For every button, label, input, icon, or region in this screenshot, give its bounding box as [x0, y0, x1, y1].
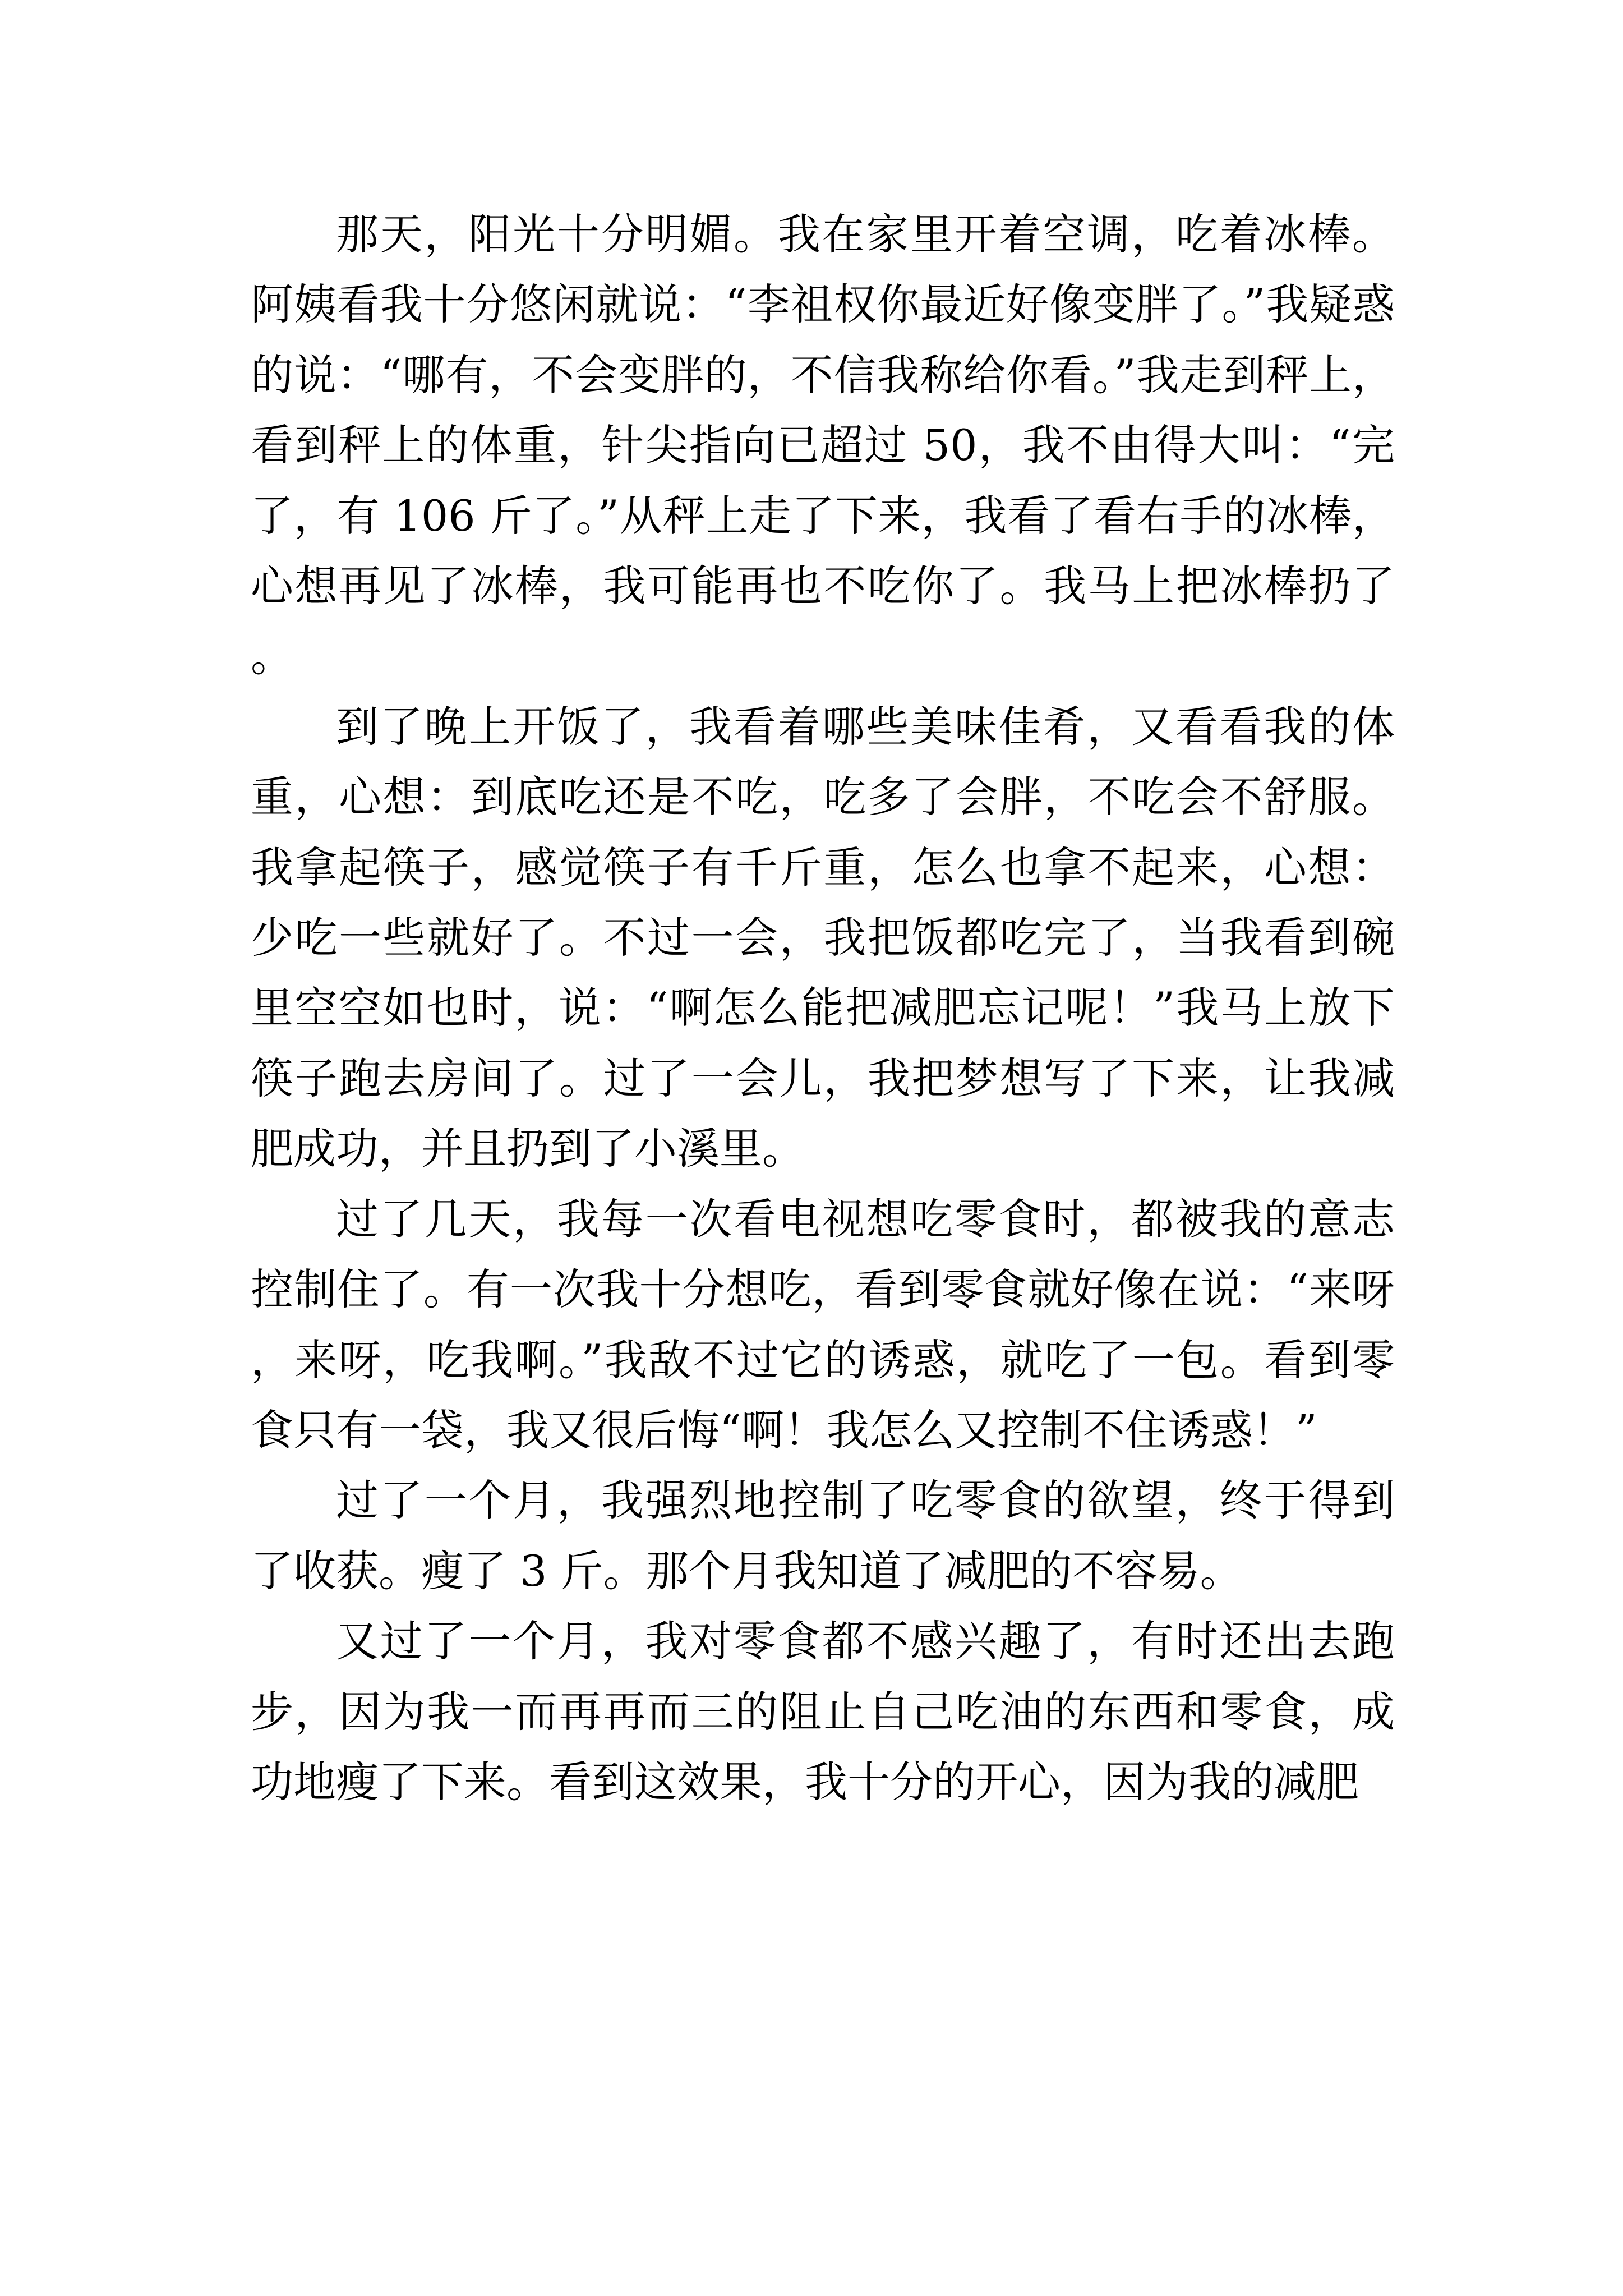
- body-text: [251, 199, 1395, 1817]
- paragraph-1: 那天，阳光十分明媚。我在家里开着空调，吃着冰棒。阿姨看我十分悠闲就说：“李祖权你最近好像变胖了。”我疑惑的说：“哪有，不会变胖的，不信我称给你看。”我走到秤上，看到秤上的体重，针尖指向已超过 50，我不由得大叫：“完了，有 106 斤了。”从秤上走了下来，我看了看右手的冰棒，心想再见了冰棒，我可能再也不吃你了。我马上把冰棒扔了。: [251, 209, 1395, 682]
- paragraph-4: 过了一个月，我强烈地控制了吃零食的欲望，终于得到了收获。瘦了 3 斤。那个月我知道了减肥的不容易。: [251, 1475, 1395, 1596]
- paragraph-2: 到了晚上开饭了，我看着哪些美味佳肴，又看看我的体重，心想：到底吃还是不吃，吃多了会胖，不吃会不舒服。我拿起筷子，感觉筷子有千斤重，怎么也拿不起来，心想：少吃一些就好了。不过一会，我把饭都吃完了，当我看到碗里空空如也时，说：“啊怎么能把减肥忘记呢！”我马上放下筷子跑去房间了。过了一会儿，我把梦想写了下来，让我减肥成功，并且扔到了小溪里。: [251, 701, 1395, 1174]
- paragraph-3: 过了几天，我每一次看电视想吃零食时，都被我的意志控制住了。有一次我十分想吃，看到零食就好像在说：“来呀，来呀，吃我啊。”我敌不过它的诱惑，就吃了一包。看到零食只有一袋，我又很后悔“啊！我怎么又控制不住诱惑！”: [251, 1194, 1395, 1455]
- paragraph-5: 又过了一个月，我对零食都不感兴趣了，有时还出去跑步，因为我一而再再而三的阻止自己吃油的东西和零食，成功地瘦了下来。看到这效果，我十分的开心，因为我的减肥: [251, 1616, 1395, 1807]
